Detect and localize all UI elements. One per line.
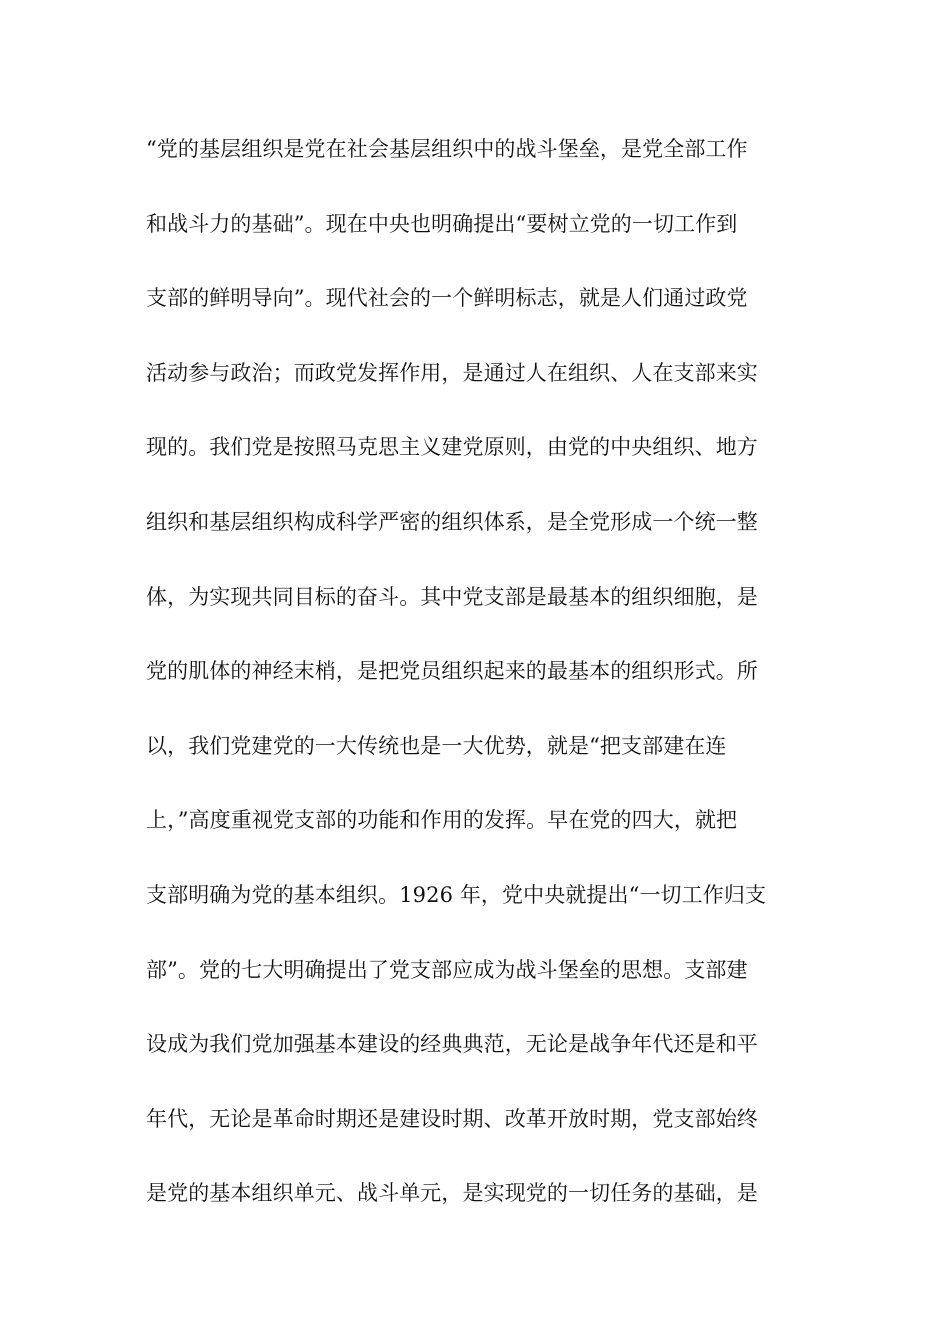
body-paragraph	[146, 131, 806, 1250]
text-line: 以，我们党建党的一大传统也是一大优势，就是“把支部建在连	[146, 733, 727, 758]
text-line: “党的基层组织是党在社会基层组织中的战斗堡垒，是党全部工作	[146, 137, 748, 161]
text-line: 组织和基层组织构成科学严密的组织体系，是全党形成一个统一整	[146, 509, 758, 534]
text-line: 部”。党的七大明确提出了党支部应成为战斗堡垒的思想。支部建	[146, 957, 748, 982]
text-line: 党的肌体的神经末梢，是把党员组织起来的最基本的组织形式。所	[146, 659, 758, 684]
text-line: 支部明确为党的基本组织。1926 年，党中央就提出“一切工作归支	[146, 882, 767, 907]
text-line: 年代，无论是革命时期还是建设时期、改革开放时期，党支部始终	[146, 1106, 758, 1131]
text-line: 设成为我们党加强基本建设的经典典范，无论是战争年代还是和平	[146, 1032, 758, 1057]
text-line: 上，”高度重视党支部的功能和作用的发挥。早在党的四大，就把	[146, 808, 738, 833]
text-line: 现的。我们党是按照马克思主义建党原则，由党的中央组织、地方	[146, 435, 758, 460]
text-line: 是党的基本组织单元、战斗单元，是实现党的一切任务的基础，是	[146, 1181, 758, 1206]
text-line: 体，为实现共同目标的奋斗。其中党支部是最基本的组织细胞，是	[146, 584, 758, 609]
text-line: 活动参与政治；而政党发挥作用，是通过人在组织、人在支部来实	[146, 360, 758, 385]
text-line: 和战斗力的基础”。现在中央也明确提出“要树立党的一切工作到	[146, 211, 738, 236]
text-line: 支部的鲜明导向”。现代社会的一个鲜明标志，就是人们通过政党	[146, 286, 748, 311]
